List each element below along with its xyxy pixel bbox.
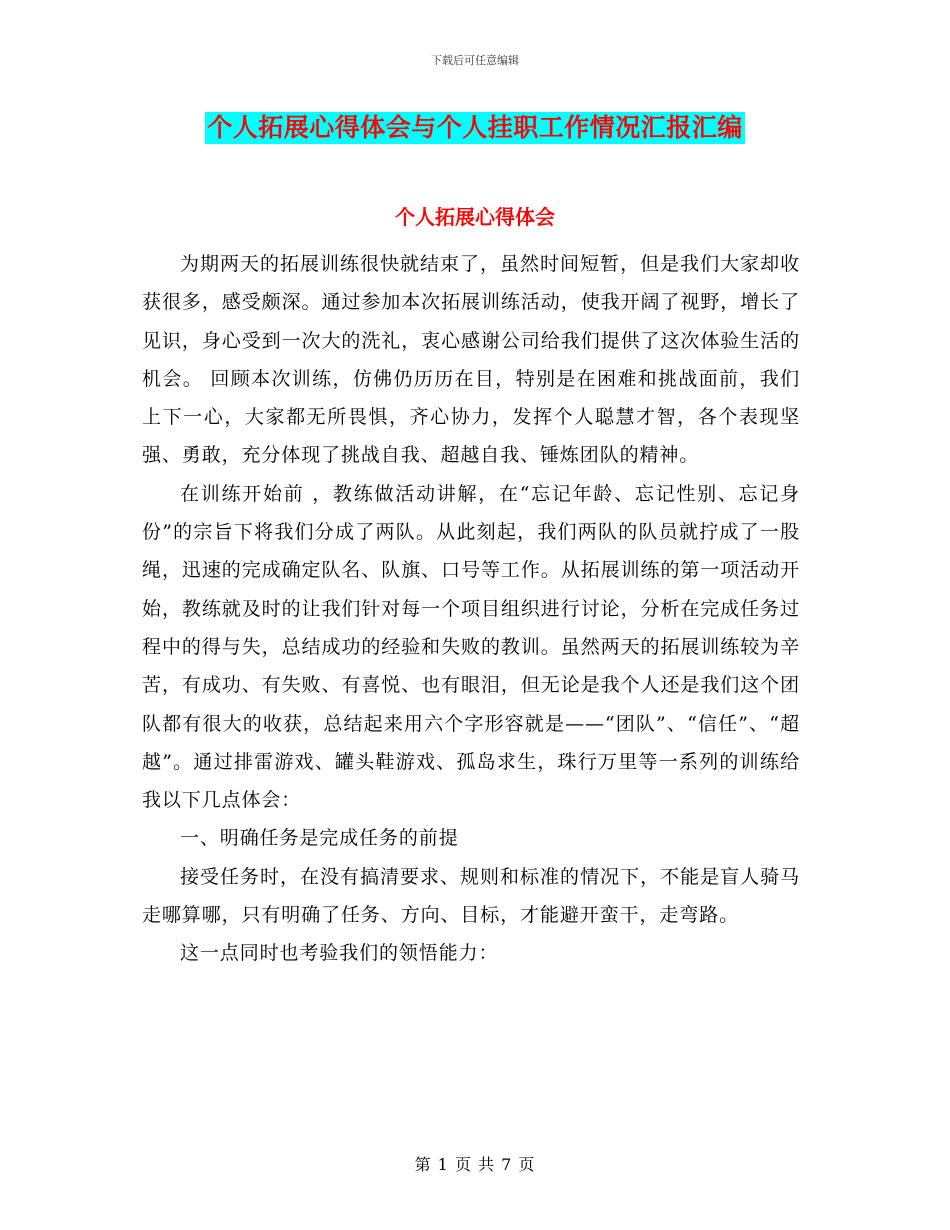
paragraph: 接受任务时，在没有搞清要求、规则和标准的情况下，不能是盲人骑马走哪算哪，只有明确了任务、方向、目标，才能避开蛮干，走弯路。 xyxy=(142,865,800,927)
section-title: 个人拓展心得体会 xyxy=(395,205,555,229)
page-number-footer: 第 1 页 共 7 页 xyxy=(414,1155,536,1174)
paragraph: 为期两天的拓展训练很快就结束了，虽然时间短暂，但是我们大家却收获很多，感受颇深。通过参加本次拓展训练活动，使我开阔了视野，增长了见识，身心受到一次大的洗礼，衷心感谢公司给我们提供了这次体验生活的机会。 回顾本次训练，仿佛仍历历在目，特别是在困难和挑战面前，我们上下一心，大家都无所畏惧，齐心协力，发挥个人聪慧才智，各个表现坚强、勇敢，充分体现了挑战自我、超越自我、锤炼团队的精神。 xyxy=(142,253,800,467)
page-header-note: 下载后可任意编辑 xyxy=(431,54,519,67)
paragraph-heading: 一、明确任务是完成任务的前提 xyxy=(180,827,459,850)
document-main-title: 个人拓展心得体会与个人挂职工作情况汇报汇编 xyxy=(207,113,743,142)
paragraph: 在训练开始前 ，教练做活动讲解，在“忘记年龄、忘记性别、忘记身份”的宗旨下将我们分成了两队。从此刻起，我们两队的队员就拧成了一股绳，迅速的完成确定队名、队旗、口号等工作。从拓展训练的第一项活动开始，教练就及时的让我们针对每一个项目组织进行讨论，分析在完成任务过程中的得与失，总结成功的经验和失败的教训。虽然两天的拓展训练较为辛苦，有成功、有失败、有喜悦、也有眼泪，但无论是我个人还是我们这个团队都有很大的收获，总结起来用六个字形容就是——“团队”、“信任”、“超越”。通过排雷游戏、罐头鞋游戏、孤岛求生，珠行万里等一系列的训练给我以下几点体会： xyxy=(142,482,800,812)
paragraph: 这一点同时也考验我们的领悟能力： xyxy=(180,942,499,965)
main-title-container xyxy=(0,112,950,144)
document-body xyxy=(142,245,800,973)
